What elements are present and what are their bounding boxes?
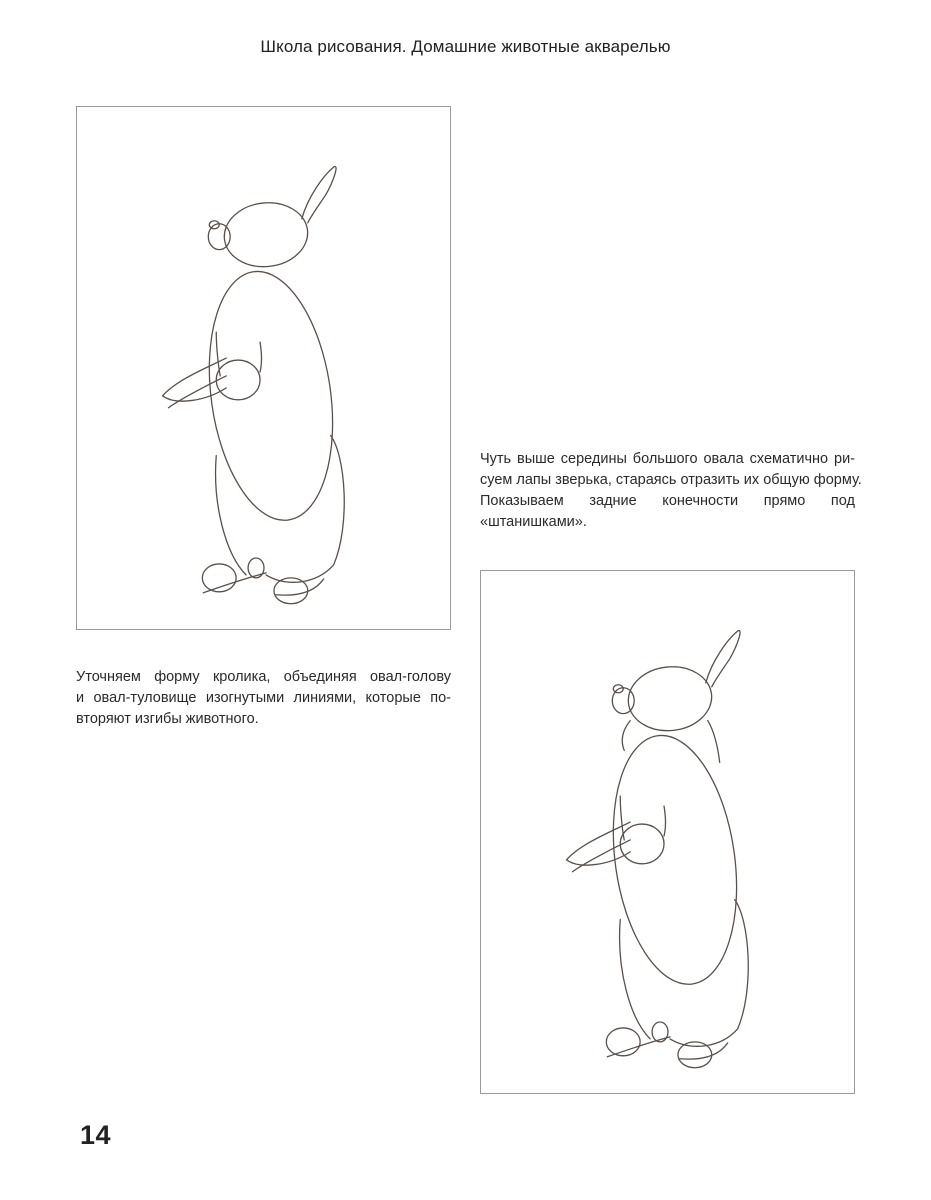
- rabbit-sketch-drawing-2: [481, 571, 854, 1093]
- head-oval: [221, 199, 311, 271]
- page-number: 14: [80, 1120, 112, 1150]
- foot-line: [607, 1037, 670, 1057]
- ear-line: [706, 631, 740, 687]
- caption-first: [76, 667, 451, 730]
- rabbit-sketch-figure-1: [76, 106, 451, 630]
- caption-second-line: «штанишками».: [480, 514, 587, 530]
- haunch-line: [266, 436, 344, 583]
- head-oval: [625, 663, 715, 735]
- arm-line: [620, 796, 624, 840]
- haunch-line: [670, 900, 748, 1047]
- arm-line-2: [260, 342, 261, 372]
- caption-first-line: Уточняем форму кролика, объединяя овал-голову: [76, 669, 451, 685]
- caption-first-line: и овал-туловище изогнутыми линиями, которые по-: [76, 690, 451, 706]
- body-oval: [598, 727, 751, 992]
- neck-line-2: [708, 721, 720, 763]
- neck-line: [622, 721, 630, 751]
- rabbit-sketch-figure-2: [480, 570, 855, 1094]
- caption-second: [480, 449, 862, 533]
- arm-line: [216, 332, 220, 376]
- caption-second-line: Показываем задние конечности прямо под: [480, 493, 855, 509]
- left-leg-line: [216, 456, 247, 575]
- arm-line-2: [664, 806, 665, 836]
- running-header: Школа рисования. Домашние животные акварелью: [260, 37, 671, 56]
- front-paw-line-2: [573, 840, 631, 872]
- left-leg-line: [620, 920, 651, 1039]
- foot-line: [203, 573, 266, 593]
- front-paw-line-2: [169, 376, 227, 408]
- ear-line: [302, 167, 336, 223]
- foot-oval-2: [248, 558, 264, 578]
- rabbit-sketch-drawing-1: [77, 107, 450, 629]
- body-oval: [194, 263, 347, 528]
- caption-second-line: Чуть выше середины большого овала схематично ри-: [480, 451, 855, 467]
- caption-first-line: вторяют изгибы животного.: [76, 711, 259, 727]
- caption-second-line: суем лапы зверька, стараясь отразить их общую форму.: [480, 472, 862, 488]
- foot-oval-2: [652, 1022, 668, 1042]
- front-paw-oval: [216, 360, 260, 400]
- front-paw-oval: [620, 824, 664, 864]
